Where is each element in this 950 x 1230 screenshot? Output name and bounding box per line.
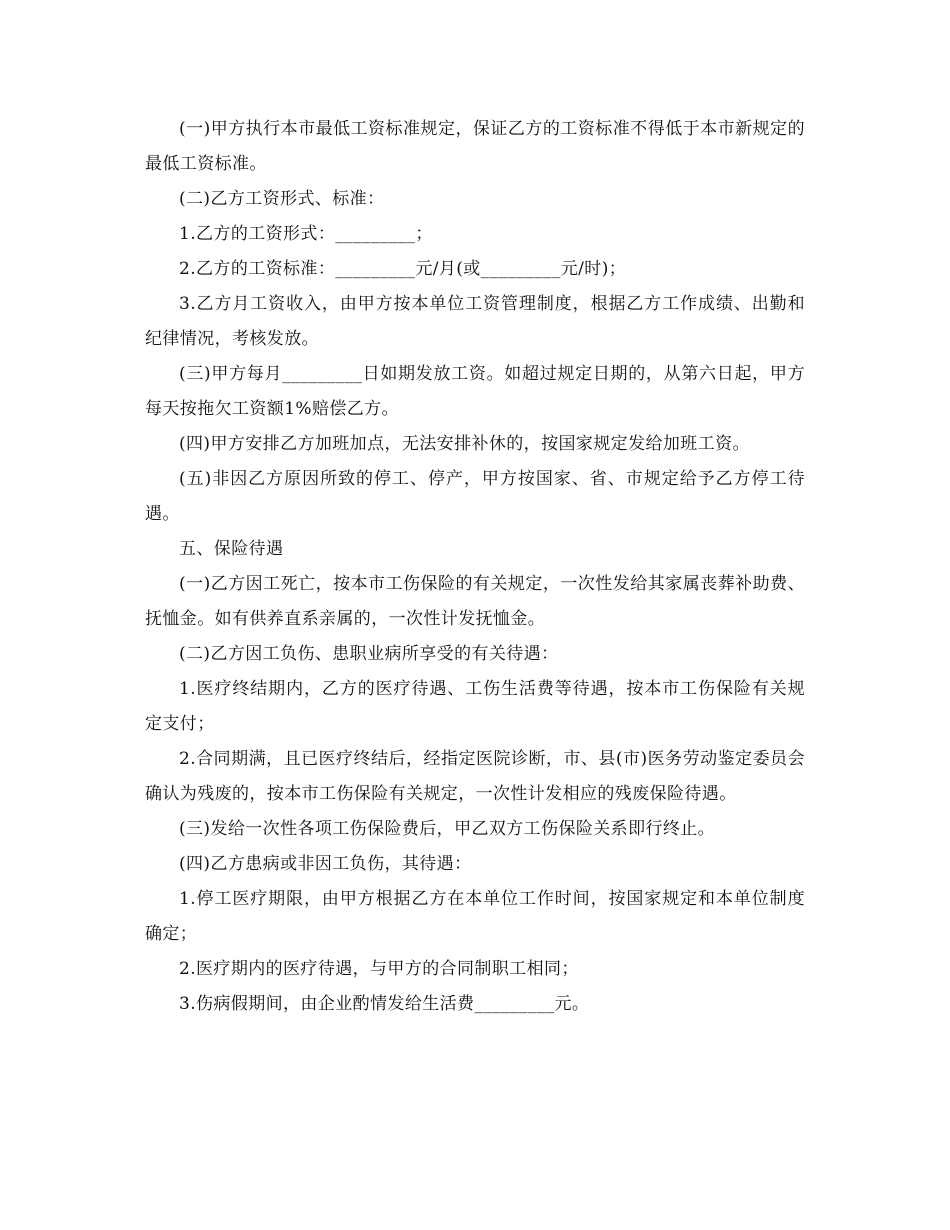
paragraph-wage-standard: 2.乙方的工资标准：_________元/月(或_________元/时)；: [179, 259, 627, 279]
paragraph-medical-leave-term: 1.停工医疗期限，由甲方根据乙方在本单位工作时间，按国家规定和本单位制度确定；: [145, 889, 805, 944]
paragraph-work-death: (一)乙方因工死亡，按本市工伤保险的有关规定，一次性发给其家属丧葬补助费、抚恤金。如有供养直系亲属的，一次性计发抚恤金。: [145, 574, 805, 629]
document-body: [145, 112, 805, 1022]
paragraph-wage-form: 1.乙方的工资形式：_________；: [179, 224, 433, 244]
paragraph-medical-period: 1.医疗终结期内，乙方的医疗待遇、工伤生活费等待遇，按本市工伤保险有关规定支付；: [145, 679, 805, 734]
paragraph-pay-date: (三)甲方每月_________日如期发放工资。如超过规定日期的，从第六日起，甲方每天按拖欠工资额1%赔偿乙方。: [145, 364, 805, 419]
paragraph-overtime: (四)甲方安排乙方加班加点，无法安排补休的，按国家规定发给加班工资。: [179, 434, 750, 454]
paragraph-insurance-termination: (三)发给一次性各项工伤保险费后，甲乙双方工伤保险关系即行终止。: [179, 819, 716, 839]
paragraph-work-injury-heading: (二)乙方因工负伤、患职业病所享受的有关待遇：: [179, 644, 559, 664]
paragraph-work-stoppage: (五)非因乙方原因所致的停工、停产，甲方按国家、省、市规定给予乙方停工待遇。: [145, 469, 805, 524]
paragraph-wage-form-heading: (二)乙方工资形式、标准：: [179, 189, 385, 209]
paragraph-monthly-income: 3.乙方月工资收入，由甲方按本单位工资管理制度，根据乙方工作成绩、出勤和纪律情况，考核发放。: [145, 294, 805, 349]
paragraph-sick-leave-allowance: 3.伤病假期间，由企业酌情发给生活费_________元。: [179, 994, 590, 1014]
paragraph-medical-treatment: 2.医疗期内的医疗待遇，与甲方的合同制职工相同；: [179, 959, 579, 979]
section-heading-insurance: 五、保险待遇: [179, 539, 284, 559]
paragraph-illness-heading: (四)乙方患病或非因工负伤，其待遇：: [179, 854, 472, 874]
paragraph-disability: 2.合同期满，且已医疗终结后，经指定医院诊断，市、县(市)医务劳动鉴定委员会确认为残废的，按本市工伤保险有关规定，一次性计发相应的残废保险待遇。: [145, 749, 805, 804]
paragraph-wage-minimum: (一)甲方执行本市最低工资标准规定，保证乙方的工资标准不得低于本市新规定的最低工资标准。: [145, 119, 805, 174]
